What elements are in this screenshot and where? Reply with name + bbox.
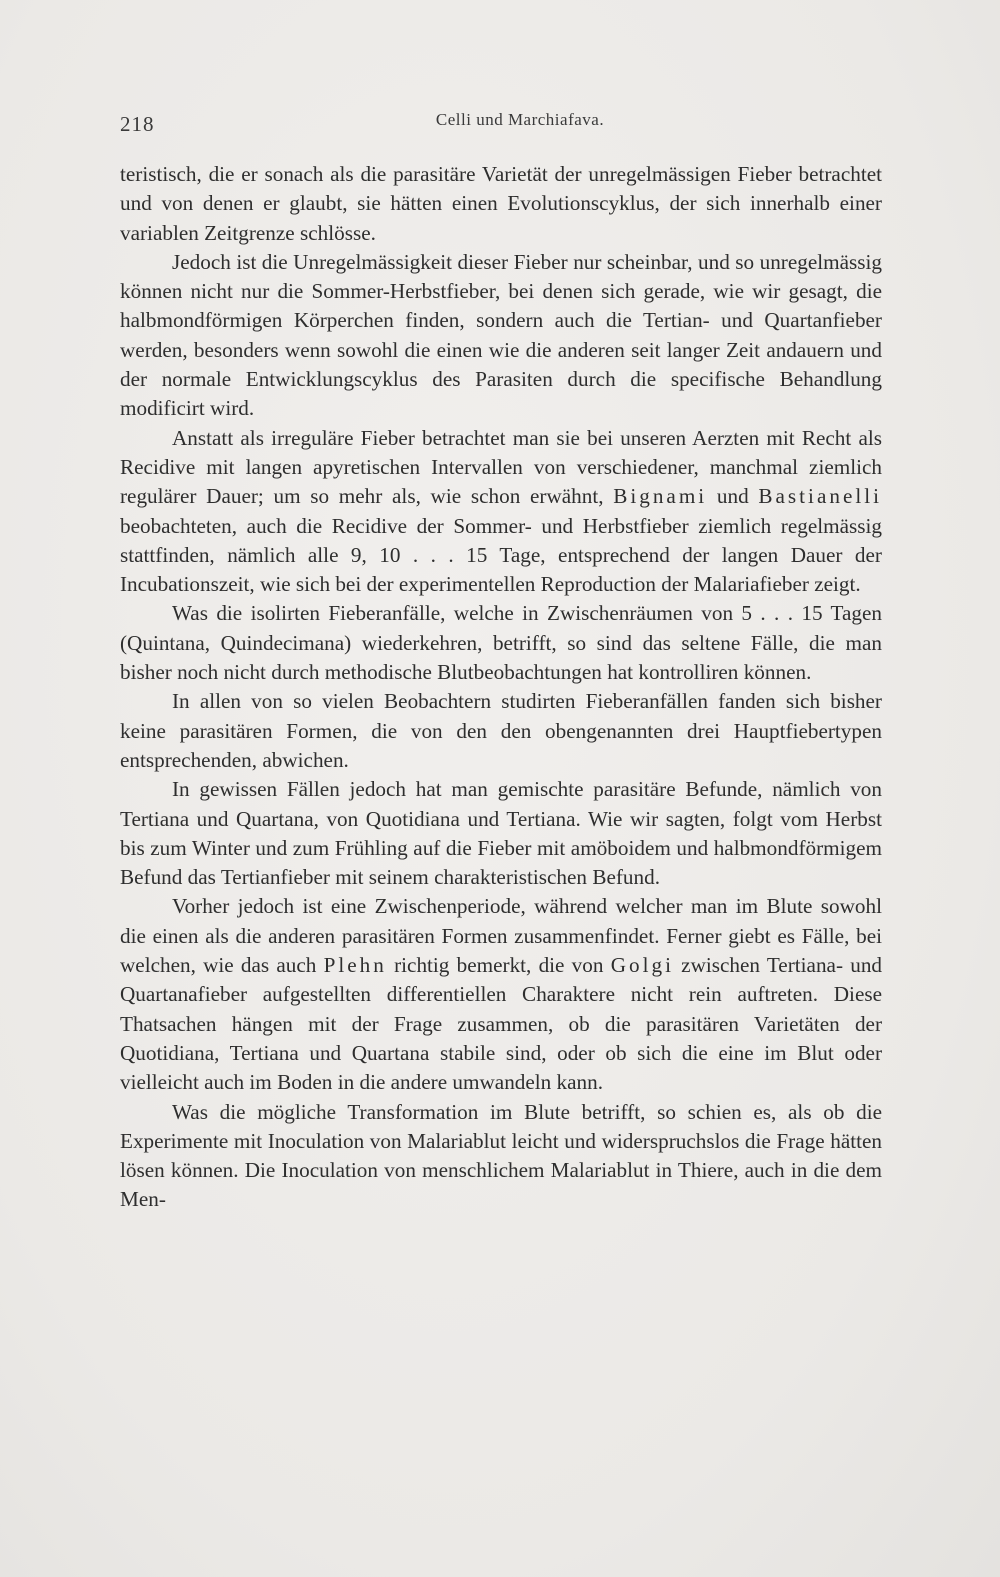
paragraph-7-text-b: richtig bemerkt, die von bbox=[386, 953, 611, 978]
page-number: 218 bbox=[120, 112, 155, 136]
author-name-golgi: Golgi bbox=[610, 953, 674, 978]
paragraph-3-text-c: beobachteten, auch die Recidive der Sommer- und Herbstfieber ziemlich regelmässig stattfinden, nämlich alle 9, 10 . . . 15 Tage, entsprechend der langen Dauer der Incubationszeit, wie sich bei der experimentellen Reproduction der Malariafieber zeigt. bbox=[120, 513, 882, 597]
paragraph-3 bbox=[120, 424, 882, 600]
paragraph-2: Jedoch ist die Unregelmässigkeit dieser Fieber nur scheinbar, und so unregelmässig können nicht nur die Sommer-Herbstfieber, bei denen sich gerade, wie wir gesagt, die halbmondförmigen Körperchen finden, sondern auch die Tertian- und Quartanfieber werden, besonders wenn sowohl die einen wie die anderen seit langer Zeit andauern und der normale Entwicklungscyklus des Parasiten durch die specifische Behandlung modificirt wird. bbox=[120, 249, 882, 421]
body-text bbox=[120, 160, 882, 1215]
paragraph-1: teristisch, die er sonach als die parasitäre Varietät der unregelmässigen Fieber betrachtet und von denen er glaubt, sie hätten einen Evolutionscyklus, der sich innerhalb einer variablen Zeitgrenze schlösse. bbox=[120, 162, 882, 245]
paragraph-7-text-a: Vorher jedoch ist eine Zwischenperiode, während welcher man im Blute sowohl die einen als die anderen parasitären Formen zusammenfindet. Ferner giebt es Fälle, bei welchen, wie das auch bbox=[120, 894, 882, 978]
running-head bbox=[120, 108, 890, 138]
paragraph-6: In gewissen Fällen jedoch hat man gemischte parasitäre Befunde, nämlich von Tertiana und Quartana, von Quotidiana und Tertiana. Wie wir sagten, folgt vom Herbst bis zum Winter und zum Frühling auf die Fieber mit amöboidem und halbmondförmigem Befund das Tertianfieber mit seinem charakteristischen Befund. bbox=[120, 777, 882, 890]
paragraph-7-text-c: zwischen Tertiana- und Quartanafieber aufgestellten differentiellen Charaktere nicht rein auftreten. Diese Thatsachen hängen mit der Frage zusammen, ob die parasitären Varietäten der Quotidiana, Tertiana und Quartana stabile sind, oder ob sich die eine im Blut oder vielleicht auch im Boden in die andere umwandeln kann. bbox=[120, 953, 883, 1095]
author-name-bastianelli: Bastianelli bbox=[758, 484, 883, 509]
paragraph-7 bbox=[120, 892, 882, 1097]
paragraph-8: Was die mögliche Transformation im Blute betrifft, so schien es, als ob die Experimente mit Inoculation von Malariablut leicht und widerspruchslos die Frage hätten lösen können. Die Inoculation von menschlichem Malariablut in Thiere, auch in die dem Men- bbox=[120, 1099, 882, 1212]
paragraph-3-text-a: Anstatt als irreguläre Fieber betrachtet man sie bei unseren Aerzten mit Recht als Recidive mit langen apyretischen Intervallen von verschiedener, manchmal ziemlich regulärer Dauer; um so mehr als, wie schon erwähnt, bbox=[120, 425, 882, 509]
paragraph-4: Was die isolirten Fieberanfälle, welche in Zwischenräumen von 5 . . . 15 Tagen (Quintana, Quindecimana) wiederkehren, betrifft, so sind das seltene Fälle, die man bisher noch nicht durch methodische Blutbeobachtungen hat kontrolliren können. bbox=[120, 601, 882, 685]
paragraph-3-text-b: und bbox=[707, 484, 759, 509]
author-name-plehn: Plehn bbox=[323, 953, 387, 978]
paragraph-5: In allen von so vielen Beobachtern studirten Fieberanfällen fanden sich bisher keine parasitären Formen, die von den den obengenannten drei Hauptfiebertypen entsprechenden, abwichen. bbox=[120, 689, 882, 772]
running-title: Celli und Marchiafava. bbox=[435, 110, 605, 129]
author-name-bignami: Bignami bbox=[613, 484, 708, 509]
